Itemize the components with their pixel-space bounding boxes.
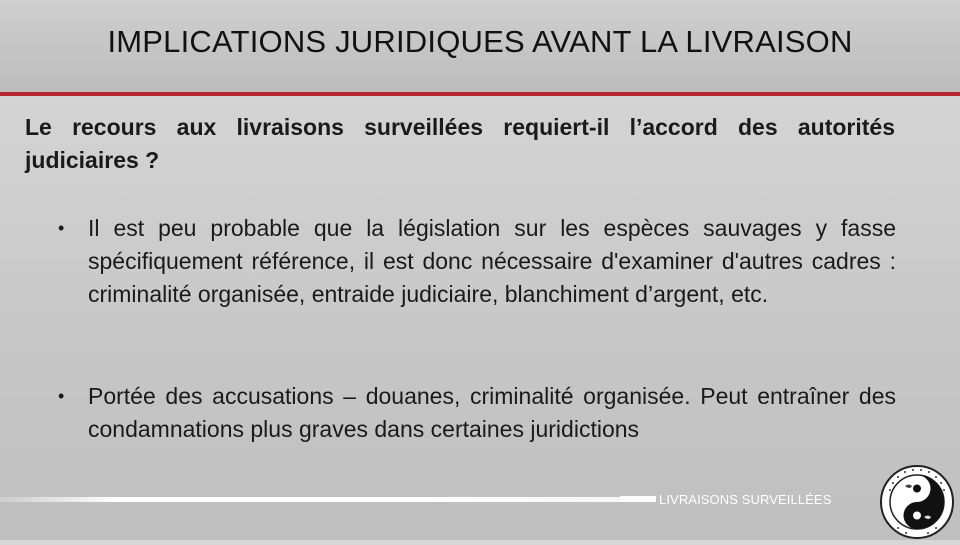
footer-rule — [0, 497, 654, 502]
question-heading: Le recours aux livraisons surveillées requiert-il l’accord des autorités judiciaires ? — [25, 114, 895, 173]
bullet-text: Il est peu probable que la législation sur les espèces sauvages y fasse spécifiquement référence, il est donc nécessaire d'examiner d'autres cadres : criminalité organisée, entraide judiciaire, blanchiment d’argent, etc. — [88, 215, 896, 307]
bullet-item-1 — [58, 212, 896, 311]
yin-yang-seal-icon — [876, 462, 958, 540]
bullet-dot: • — [58, 386, 65, 406]
bullet-dot: • — [58, 218, 65, 238]
bullet-text: Portée des accusations – douanes, criminalité organisée. Peut entraîner des condamnations plus graves dans certaines juridictions — [88, 383, 896, 442]
bullet-item-2 — [58, 380, 896, 446]
footer-label: LIVRAISONS SURVEILLÉES — [659, 492, 832, 507]
slide-title: IMPLICATIONS JURIDIQUES AVANT LA LIVRAISON — [107, 24, 853, 59]
footer-rule-end — [620, 496, 656, 502]
